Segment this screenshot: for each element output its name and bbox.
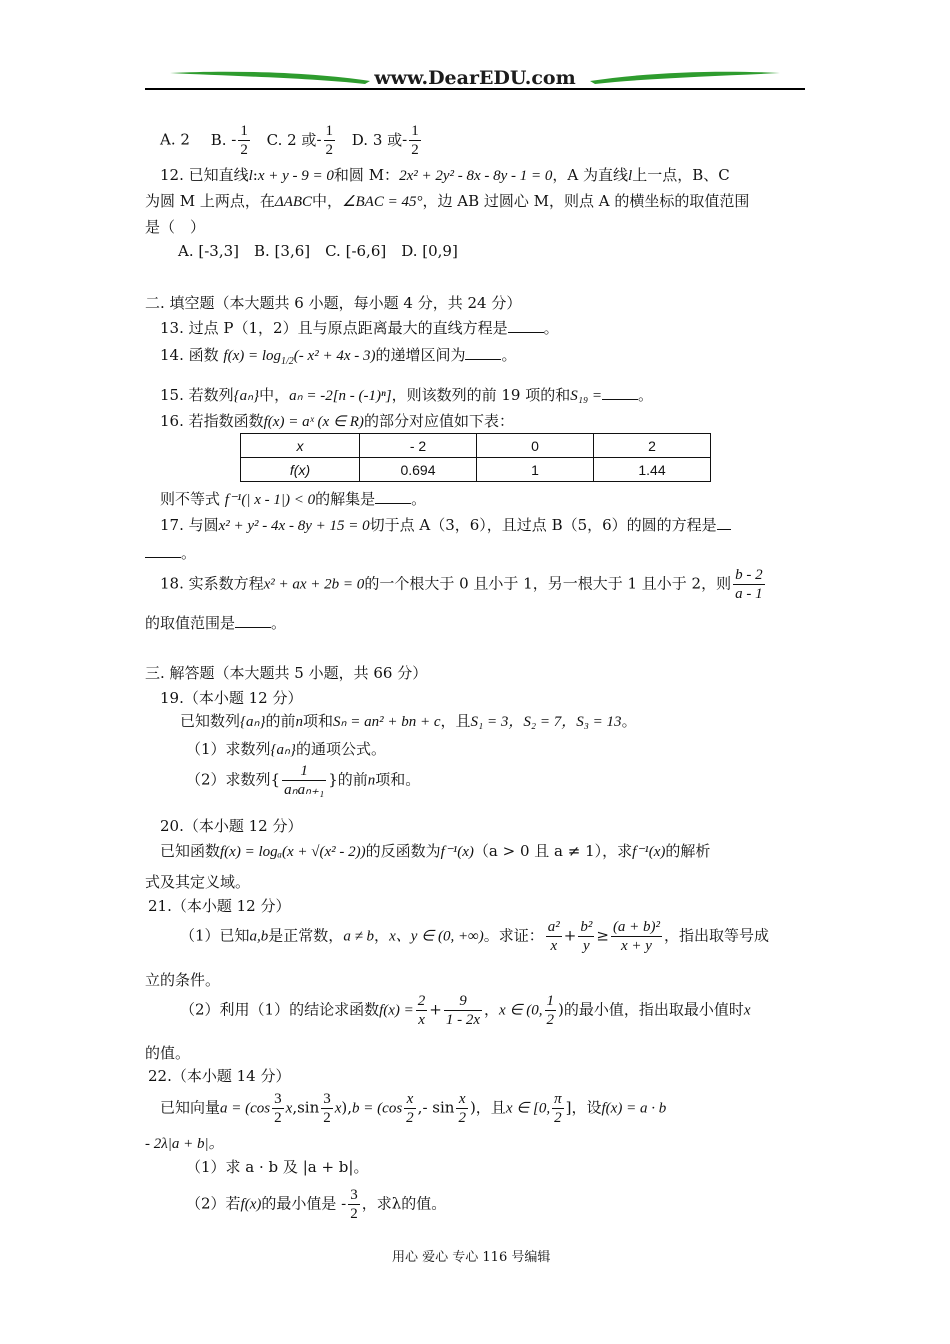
q14: 14. 函数 $f(x) = \log_{1/2}(-$ x² + 4x - 3)的递增区间为 。: [160, 346, 517, 367]
q21-part2: （2）利用（1）的结论求函数f(x) = $\frac{2}{x}$ + $\frac{9}{1 - 2x}$ ，x ∈ (0, $\frac{1}{2}$ )的最小值，指出取最小值时x: [180, 993, 751, 1028]
dearedu-logo: [170, 66, 780, 88]
q16-after: 则不等式 f⁻¹(| x - 1|) < 0的解集是 。: [160, 490, 427, 508]
q19-head: 19.（本小题 12 分）: [160, 689, 303, 707]
q12-line2: 为圆 M 上两点，在ΔABC中，∠BAC = 45°，边 AB 过圆心 M，则点 A 的横坐标的取值范围: [145, 192, 750, 210]
table-row: x - 2 0 2: [241, 434, 711, 458]
q19-part2: （2）求数列{ $\frac{1}{\text{aₙaₙ₊₁}}$ }的前n项和。: [186, 763, 421, 798]
q20-line2: 式及其定义域。: [145, 873, 251, 891]
q21-part1-cont: 立的条件。: [145, 971, 221, 989]
q19-line1: 已知数列{aₙ}的前n项和Sₙ = an² + bn + c，且S₁ = 3，S₂ = 7，S₃ = 13。: [180, 712, 637, 730]
q22-line1: 已知向量a = (cos $\frac{3}{2}$ x,sin $\frac{3}{2}$ x),b = (cos $\frac{x}{2}$ ,- sin $\frac{x}{2}$ )，且x ∈ [0, $\frac{\pi}{2}$ ]，设f(x) = a · b: [160, 1091, 667, 1126]
q17-cont: 。: [145, 542, 196, 563]
page-footer: 用心 爱心 专心 116 号编辑: [392, 1250, 551, 1265]
site-name: www.DearEDU.com: [374, 67, 576, 88]
q12-options: A. [-3,3] B. [3,6] C. [-6,6] D. [0,9]: [178, 242, 458, 260]
q16: 16. 若指数函数f(x) = aˣ (x ∈ R)的部分对应值如下表：: [160, 412, 514, 430]
q21-head: 21.（本小题 12 分）: [148, 897, 291, 915]
q18: 18. 实系数方程x² + ax + 2b = 0的一个根大于 0 且小于 1，另一根大于 1 且小于 2，则 $\frac{b - 2}{a - 1}$: [160, 567, 763, 602]
section2-title: 二. 填空题（本大题共 6 小题，每小题 4 分，共 24 分）: [145, 294, 522, 312]
q13: 13. 过点 P（1，2）且与原点距离最大的直线方程是 。: [160, 319, 559, 337]
q21-part1: （1）已知a,b是正常数，a ≠ b，x、y ∈ (0, +∞)。求证： $\frac{\text{a²}}{x}$ + $\frac{\text{b²}}{y}$ ≥ $\frac{\text{(a + b)²}}{x + y}$ ，指出取等号成: [180, 919, 770, 954]
q21-part2-cont: 的值。: [145, 1044, 191, 1062]
q18-cont: 的取值范围是 。: [145, 614, 287, 632]
section3-title: 三. 解答题（本大题共 5 小题，共 66 分）: [145, 664, 428, 682]
q22-line2: - 2λ|a + b|。: [145, 1136, 224, 1152]
q15: 15. 若数列{aₙ}中，aₙ = -2[n - (-1)ⁿ]，则该数列的前 19 项的和S₁₉ = 。: [160, 386, 654, 404]
q11-options: A. 2 B. - $\frac{1}{2}$ C. 2 或- $\frac{1}{2}$ D. 3 或- $\frac{1}{2}$: [160, 123, 419, 158]
q20-head: 20.（本小题 12 分）: [160, 817, 303, 835]
table-row: f(x) 0.694 1 1.44: [241, 458, 711, 482]
q22-part1: （1）求 a · b 及 |a + b|。: [186, 1158, 369, 1176]
header-rule: [145, 88, 805, 90]
q17: 17. 与圆x² + y² - 4x - 8y + 15 = 0切于点 A（3，6），且过点 B（5，6）的圆的方程是: [160, 514, 731, 535]
q22-part2: （2）若f(x)的最小值是 - $\frac{3}{2}$ ，求λ的值。: [186, 1187, 447, 1222]
q16-value-table: [240, 433, 711, 482]
q20-line1: 已知函数f(x) = logₐ(x + √(x² - 2))的反函数为f⁻¹(x)（a > 0 且 a ≠ 1），求f⁻¹(x)的解析: [160, 842, 711, 860]
q22-head: 22.（本小题 14 分）: [148, 1067, 291, 1085]
q19-part1: （1）求数列{aₙ}的通项公式。: [186, 740, 387, 758]
q12-line3: 是（ ）: [145, 218, 206, 236]
q12-line1: 12. 已知直线l:x + y - 9 = 0和圆 M：2x² + 2y² - 8x - 8y - 1 = 0，A 为直线l上一点，B、C: [160, 166, 730, 184]
